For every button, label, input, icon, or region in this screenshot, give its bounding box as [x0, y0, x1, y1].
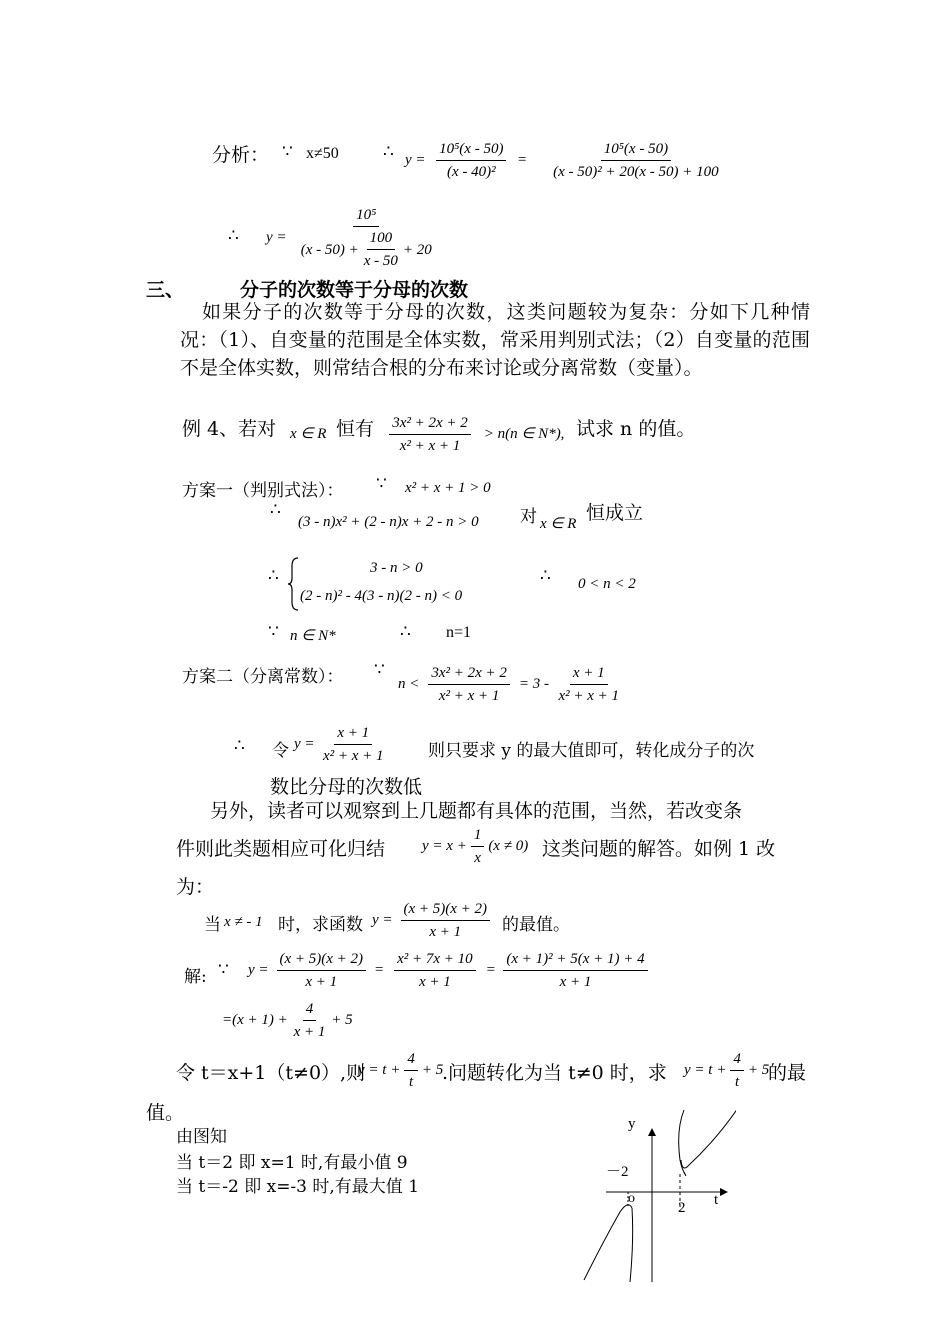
example-label: 例 4、若对 [182, 418, 277, 440]
analysis-label: 分析： [212, 144, 270, 166]
expression-lhs: n < [398, 675, 420, 692]
equals-sign: = [374, 961, 385, 978]
fraction-denominator: x + 1 [429, 924, 462, 940]
fraction-numerator: 10⁵ [353, 204, 379, 227]
example-ask: 试求 n 的值。 [576, 418, 696, 440]
conclusion-line-3: 当 t＝-2 即 x=-3 时,有最大值 1 [176, 1177, 420, 1197]
fraction-denominator: x² + x + 1 [558, 688, 620, 704]
solution-part: =(x + 1) + [222, 1011, 288, 1028]
fraction-numerator: x + 1 [334, 722, 372, 745]
plan1-nset: n ∈ N* [290, 628, 336, 644]
fraction-numerator: 3x² + 2x + 2 [389, 412, 471, 435]
variant-when: 当 [204, 915, 221, 935]
fraction-numerator: 1 [471, 824, 485, 847]
section-title: 分子的次数等于分母的次数 [240, 279, 469, 301]
system-eq-2: (2 - n)² - 4(3 - n)(2 - n) < 0 [300, 588, 463, 604]
fraction-denominator: x + 1 [305, 974, 338, 990]
variant-time: 时，求函数 [278, 915, 363, 935]
therefore-symbol: ∴ [270, 500, 281, 520]
formula-part: + 5 [421, 1061, 444, 1078]
variant-condition: x ≠ - 1 [224, 914, 263, 930]
because-symbol: ∵ [376, 474, 387, 494]
equals-sign: = [517, 151, 528, 168]
variant-tail: 的最值。 [502, 915, 570, 935]
solution-line-1 [248, 948, 652, 993]
equals-sign: = [485, 961, 496, 978]
fraction-denominator: x² + x + 1 [323, 748, 384, 764]
formula-part: + 5 [747, 1061, 770, 1078]
plan2-y-def [294, 722, 388, 767]
fraction-numerator: (x + 5)(x + 2) [401, 898, 491, 921]
fraction-numerator: 4 [730, 1048, 744, 1071]
formula-part: y = t + [684, 1061, 727, 1078]
conclusion-line-1: 由图知 [176, 1127, 227, 1147]
fraction-denominator: (x - 40)² [446, 164, 496, 180]
section-paragraph: 如果分子的次数等于分母的次数，这类问题较为复杂：分如下几种情况：（1）、自变量的范围是全体实数，常采用判别式法；（2）自变量的范围不是全体实数，则常结合根的分布来讨论或分离常数（变量）。 [180, 301, 810, 379]
fraction-denominator: x² + x + 1 [438, 688, 500, 704]
example-inequality [380, 412, 564, 457]
substitution-text-b: .问题转化为当 t≠0 时，求 [442, 1062, 667, 1084]
substitution-text-a: 令 t＝x+1（t≠0）,则 [176, 1062, 366, 1084]
plan2-let: 令 [272, 741, 289, 761]
fraction-denominator: t [408, 1074, 414, 1090]
fraction-denominator: x² + x + 1 [399, 438, 461, 454]
left-branch-curve-lower [630, 1208, 633, 1282]
left-branch-curve [584, 1205, 632, 1280]
denominator-part: + 20 [402, 241, 432, 258]
fraction-denominator: x [474, 850, 481, 866]
expression-lhs: y = [294, 735, 315, 752]
y-axis-label: y [628, 1116, 636, 1132]
note-line-3: 为： [176, 876, 215, 898]
note-line-1: 另外，读者可以观察到上几题都有具体的范围，当然，若改变条 [210, 800, 743, 822]
therefore-symbol: ∴ [383, 142, 394, 162]
therefore-symbol: ∴ [268, 566, 279, 586]
formula-part: y = t + [358, 1061, 401, 1078]
because-symbol: ∵ [282, 142, 293, 162]
fraction-numerator: x² + 7x + 10 [394, 948, 476, 971]
plan1-dui: 对 [520, 507, 537, 527]
substitution-text-c: 的最 [768, 1062, 807, 1084]
plan2-text-2: 数比分母的次数低 [270, 776, 423, 798]
tick-label-pos: 2 [678, 1200, 686, 1216]
plan2-expression [398, 662, 625, 707]
fraction-numerator: (x + 1)² + 5(x + 1) + 4 [503, 948, 647, 971]
fraction-numerator: 10⁵(x - 50) [601, 138, 671, 161]
nested-numerator: 100 [367, 227, 396, 250]
condition-text: x≠50 [306, 145, 339, 162]
plan1-inequality: x² + x + 1 > 0 [405, 480, 491, 496]
section-number: 三、 [146, 279, 185, 301]
note-line-2b: 这类问题的解答。如例 1 改 [542, 838, 776, 860]
tick-label-neg: －2 [606, 1164, 629, 1180]
formula-condition: (x ≠ 0) [488, 837, 529, 854]
fraction-denominator: (x - 50)² + 20(x - 50) + 100 [553, 164, 719, 180]
therefore-symbol: ∴ [400, 622, 411, 642]
therefore-symbol: ∴ [228, 226, 239, 246]
example-condition: x ∈ R [290, 426, 327, 442]
inequality-rhs: > n(n ∈ N*), [483, 425, 565, 442]
fraction-denominator: x + 1 [419, 974, 451, 990]
origin-label: o [628, 1191, 635, 1206]
example-always: 恒有 [336, 418, 375, 440]
nested-denominator: x - 50 [363, 253, 398, 269]
equation-1 [405, 138, 741, 183]
because-symbol: ∵ [218, 960, 229, 980]
fraction-denominator: x + 1 [293, 1024, 326, 1040]
equation-lhs: y = [405, 151, 426, 168]
because-symbol: ∵ [374, 660, 385, 680]
fraction-denominator [298, 227, 435, 272]
equation-lhs: y = [266, 229, 287, 246]
equation-2 [266, 204, 442, 272]
fraction-numerator: x + 1 [570, 662, 608, 685]
plan1-result: n=1 [446, 624, 472, 641]
system-eq-1: 3 - n > 0 [370, 560, 423, 576]
because-symbol: ∵ [268, 622, 279, 642]
fraction-denominator: x + 1 [559, 974, 592, 990]
plan1-always: 恒成立 [586, 502, 644, 524]
equals-part: = 3 - [518, 675, 549, 692]
denominator-part: (x - 50) + [300, 241, 359, 258]
therefore-symbol: ∴ [234, 736, 245, 756]
plan1-quadratic: (3 - n)x² + (2 - n)x + 2 - n > 0 [298, 514, 479, 530]
substitution-formula-1 [358, 1048, 443, 1093]
plan1-domain: x ∈ R [540, 516, 577, 532]
system-brace [287, 556, 301, 612]
solution-lhs: y = [248, 961, 269, 978]
note-line-2a: 件则此类题相应可化归结 [176, 838, 386, 860]
formula-part: y = x + [422, 837, 467, 854]
solution-part: + 5 [331, 1011, 353, 1028]
solution-label: 解: [184, 967, 207, 987]
function-graph [576, 1100, 736, 1290]
substitution-formula-2 [684, 1048, 769, 1093]
plan1-label: 方案一（判别式法）： [182, 481, 344, 501]
fraction-numerator: 3x² + 2x + 2 [428, 662, 510, 685]
fraction-denominator: t [734, 1074, 740, 1090]
t-axis-label: t [714, 1192, 719, 1208]
substitution-text-d: 值。 [146, 1102, 185, 1124]
right-branch-curve-upper [681, 1108, 736, 1168]
plan1-range: 0 < n < 2 [578, 576, 636, 592]
note-formula [422, 824, 528, 869]
therefore-symbol: ∴ [540, 566, 551, 586]
plan2-label: 方案二（分离常数）： [182, 667, 344, 687]
variant-function [372, 898, 494, 943]
fraction-numerator: 4 [404, 1048, 418, 1071]
fraction-numerator: 10⁵(x - 50) [436, 138, 506, 161]
conclusion-line-2: 当 t＝2 即 x=1 时,有最小值 9 [176, 1153, 408, 1173]
plan2-text-1: 则只要求 y 的最大值即可，转化成分子的次 [428, 741, 755, 761]
fraction-numerator: (x + 5)(x + 2) [277, 948, 367, 971]
solution-line-2 [222, 998, 353, 1043]
function-lhs: y = [372, 911, 393, 928]
fraction-numerator: 4 [303, 998, 317, 1021]
